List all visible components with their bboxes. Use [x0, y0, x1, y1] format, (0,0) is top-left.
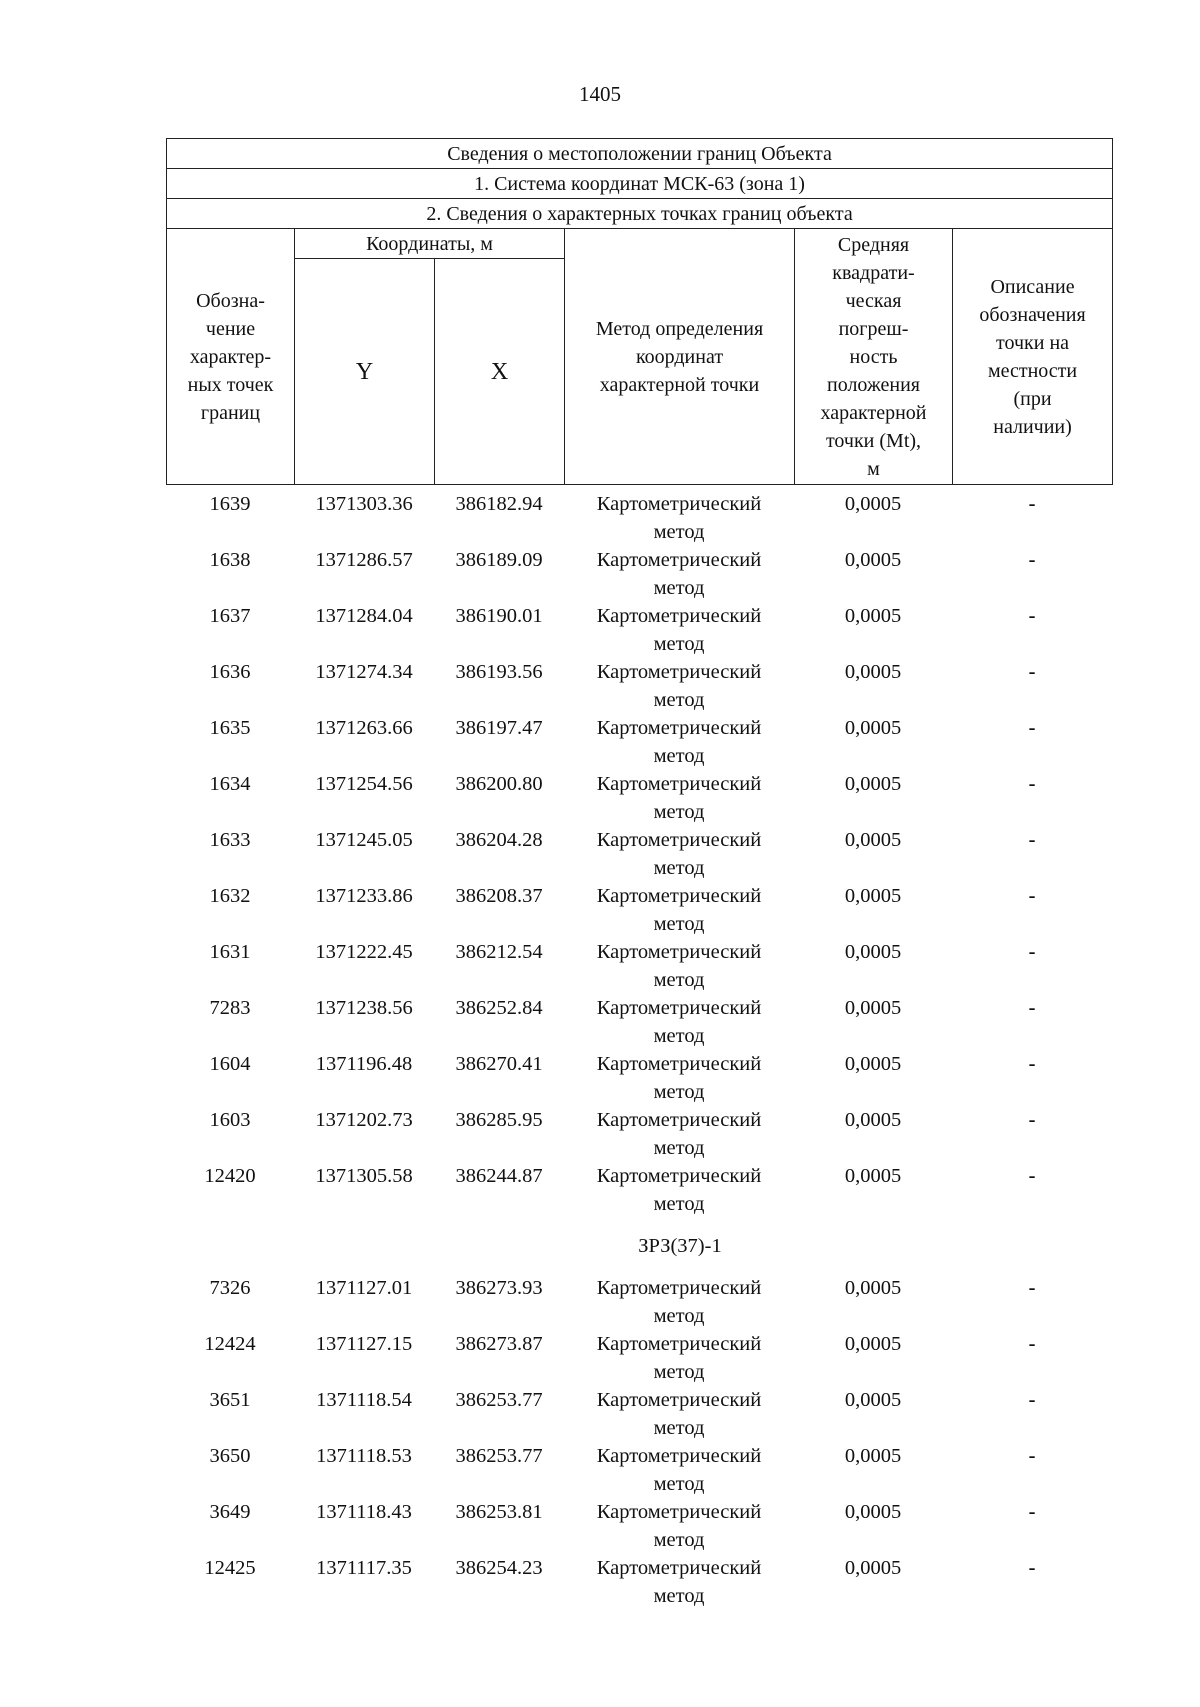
table-row: [166, 1554, 1112, 1610]
method: Картометрический метод: [596, 1053, 762, 1103]
point-number: 1639: [209, 493, 251, 515]
error-value: 0,0005: [844, 941, 902, 963]
coordinate-x: 386273.87: [455, 1333, 543, 1355]
col-y-header: Y: [295, 259, 435, 485]
method: Картометрический метод: [596, 493, 762, 543]
point-number: 12425: [204, 1557, 256, 1579]
col-error-label: Средняя квадрати- ческая погреш- ность положения характерной точки (Mt), м: [820, 234, 927, 480]
col-coordinates-header: Координаты, м: [295, 229, 565, 259]
error-value: 0,0005: [844, 1557, 902, 1579]
method: Картометрический метод: [596, 1557, 762, 1607]
coordinate-y: 1371196.48: [315, 1053, 413, 1075]
coordinate-x: 386200.80: [455, 773, 543, 795]
coordinate-x: 386273.93: [455, 1277, 543, 1299]
description: -: [1028, 1389, 1036, 1411]
coordinate-y: 1371284.04: [315, 605, 413, 627]
coordinate-y: 1371245.05: [315, 829, 413, 851]
error-value: 0,0005: [844, 829, 902, 851]
coordinate-y: 1371118.43: [316, 1501, 412, 1523]
table-row: [166, 714, 1112, 770]
method: Картометрический метод: [596, 941, 762, 991]
point-number: 7283: [209, 997, 251, 1019]
method: Картометрический метод: [596, 1165, 762, 1215]
description: -: [1028, 661, 1036, 683]
error-value: 0,0005: [844, 1053, 902, 1075]
error-value: 0,0005: [844, 1277, 902, 1299]
point-number: 1638: [209, 549, 251, 571]
table-row: [166, 658, 1112, 714]
table-row: [166, 602, 1112, 658]
coordinate-system: 1. Система координат МСК-63 (зона 1): [167, 169, 1113, 199]
point-number: 1635: [209, 717, 251, 739]
description: -: [1028, 1557, 1036, 1579]
error-value: 0,0005: [844, 1109, 902, 1131]
error-value: 0,0005: [844, 661, 902, 683]
coordinate-x: 386190.01: [455, 605, 543, 627]
method: Картометрический метод: [596, 1389, 762, 1439]
method: Картометрический метод: [596, 717, 762, 767]
table-row: [166, 1162, 1112, 1218]
coordinate-x: 386253.77: [455, 1389, 543, 1411]
coordinate-y: 1371233.86: [315, 885, 413, 907]
error-value: 0,0005: [844, 605, 902, 627]
table-row: [166, 490, 1112, 546]
method: Картометрический метод: [596, 605, 762, 655]
col-designation-header: [167, 229, 295, 485]
description: -: [1028, 1053, 1036, 1075]
table-row: [166, 1330, 1112, 1386]
coordinate-x: 386189.09: [455, 549, 543, 571]
point-number: 1636: [209, 661, 251, 683]
point-number: 3649: [209, 1501, 251, 1523]
coordinate-y: 1371202.73: [315, 1109, 413, 1131]
description: -: [1028, 1501, 1036, 1523]
description: -: [1028, 605, 1036, 627]
method: Картометрический метод: [596, 885, 762, 935]
coordinate-y: 1371263.66: [315, 717, 413, 739]
coordinate-x: 386252.84: [455, 997, 543, 1019]
method: Картометрический метод: [596, 1501, 762, 1551]
data-rows: [166, 490, 1112, 1610]
col-x-header: X: [435, 259, 565, 485]
table-row: [166, 826, 1112, 882]
description: -: [1028, 717, 1036, 739]
description: -: [1028, 1109, 1036, 1131]
error-value: 0,0005: [844, 1333, 902, 1355]
description: -: [1028, 941, 1036, 963]
error-value: 0,0005: [844, 1445, 902, 1467]
table-row: [166, 1442, 1112, 1498]
description: -: [1028, 997, 1036, 1019]
point-number: 7326: [209, 1277, 251, 1299]
col-designation-label: Обозна- чение характер- ных точек границ: [187, 289, 274, 424]
coordinate-x: 386254.23: [455, 1557, 543, 1579]
error-value: 0,0005: [844, 885, 902, 907]
coordinate-y: 1371254.56: [315, 773, 413, 795]
error-value: 0,0005: [844, 1501, 902, 1523]
coordinate-y: 1371303.36: [315, 493, 413, 515]
method: Картометрический метод: [596, 1109, 762, 1159]
point-number: 3651: [209, 1389, 251, 1411]
table-row: [166, 1274, 1112, 1330]
point-number: 1603: [209, 1109, 251, 1131]
rows-group-main: [166, 490, 1112, 1218]
method: Картометрический метод: [596, 997, 762, 1047]
error-value: 0,0005: [844, 549, 902, 571]
point-number: 1637: [209, 605, 251, 627]
coordinate-y: 1371274.34: [315, 661, 413, 683]
point-number: 1634: [209, 773, 251, 795]
method: Картометрический метод: [596, 1333, 762, 1383]
table-row: [166, 938, 1112, 994]
coordinate-y: 1371118.54: [316, 1389, 412, 1411]
table-row: [166, 1386, 1112, 1442]
point-number: 1604: [209, 1053, 251, 1075]
col-method-label: Метод определения координат характерной точки: [595, 317, 764, 396]
point-number: 3650: [209, 1445, 251, 1467]
table-row: [166, 1106, 1112, 1162]
coordinate-x: 386182.94: [455, 493, 543, 515]
description: -: [1028, 1445, 1036, 1467]
coordinate-y: 1371127.15: [315, 1333, 413, 1355]
coordinate-y: 1371305.58: [315, 1165, 413, 1187]
table-row: [166, 546, 1112, 602]
coordinate-x: 386253.81: [455, 1501, 543, 1523]
description: -: [1028, 1277, 1036, 1299]
point-number: 1632: [209, 885, 251, 907]
error-value: 0,0005: [844, 773, 902, 795]
coordinate-x: 386244.87: [455, 1165, 543, 1187]
coordinate-x: 386285.95: [455, 1109, 543, 1131]
coordinate-x: 386193.56: [455, 661, 543, 683]
col-method-header: [565, 229, 795, 485]
error-value: 0,0005: [844, 1165, 902, 1187]
table-row: [166, 1498, 1112, 1554]
table-title: Сведения о местоположении границ Объекта: [167, 139, 1113, 169]
description: -: [1028, 829, 1036, 851]
method: Картометрический метод: [596, 549, 762, 599]
col-description-header: [953, 229, 1113, 485]
method: Картометрический метод: [596, 829, 762, 879]
error-value: 0,0005: [844, 717, 902, 739]
method: Картометрический метод: [596, 1277, 762, 1327]
error-value: 0,0005: [844, 1389, 902, 1411]
description: -: [1028, 493, 1036, 515]
point-number: 1633: [209, 829, 251, 851]
description: -: [1028, 549, 1036, 571]
header-table: [166, 138, 1113, 485]
method: Картометрический метод: [596, 1445, 762, 1495]
table-row: [166, 1050, 1112, 1106]
coordinate-x: 386253.77: [455, 1445, 543, 1467]
description: -: [1028, 1165, 1036, 1187]
page-number: 1405: [579, 82, 621, 106]
coordinate-y: 1371127.01: [315, 1277, 413, 1299]
rows-group-zone: [166, 1274, 1112, 1610]
table-row: [166, 770, 1112, 826]
description: -: [1028, 1333, 1036, 1355]
coordinate-y: 1371238.56: [315, 997, 413, 1019]
coordinate-y: 1371286.57: [315, 549, 413, 571]
coordinate-x: 386204.28: [455, 829, 543, 851]
description: -: [1028, 885, 1036, 907]
coordinate-y: 1371118.53: [316, 1445, 412, 1467]
coordinate-x: 386270.41: [455, 1053, 543, 1075]
method: Картометрический метод: [596, 773, 762, 823]
point-number: 12424: [204, 1333, 256, 1355]
col-error-header: [795, 229, 953, 485]
subheading-zone: ЗРЗ(37)-1: [638, 1234, 722, 1257]
error-value: 0,0005: [844, 493, 902, 515]
method: Картометрический метод: [596, 661, 762, 711]
col-description-label: Описание обозначения точки на местности (при наличии): [979, 275, 1086, 438]
coordinate-y: 1371117.35: [316, 1557, 412, 1579]
coordinate-y: 1371222.45: [315, 941, 413, 963]
table-row: [166, 994, 1112, 1050]
section-title: 2. Сведения о характерных точках границ объекта: [167, 199, 1113, 229]
table-row: [166, 882, 1112, 938]
point-number: 1631: [209, 941, 251, 963]
coordinate-x: 386197.47: [455, 717, 543, 739]
coordinate-x: 386212.54: [455, 941, 543, 963]
point-number: 12420: [204, 1165, 256, 1187]
description: -: [1028, 773, 1036, 795]
error-value: 0,0005: [844, 997, 902, 1019]
coordinate-x: 386208.37: [455, 885, 543, 907]
